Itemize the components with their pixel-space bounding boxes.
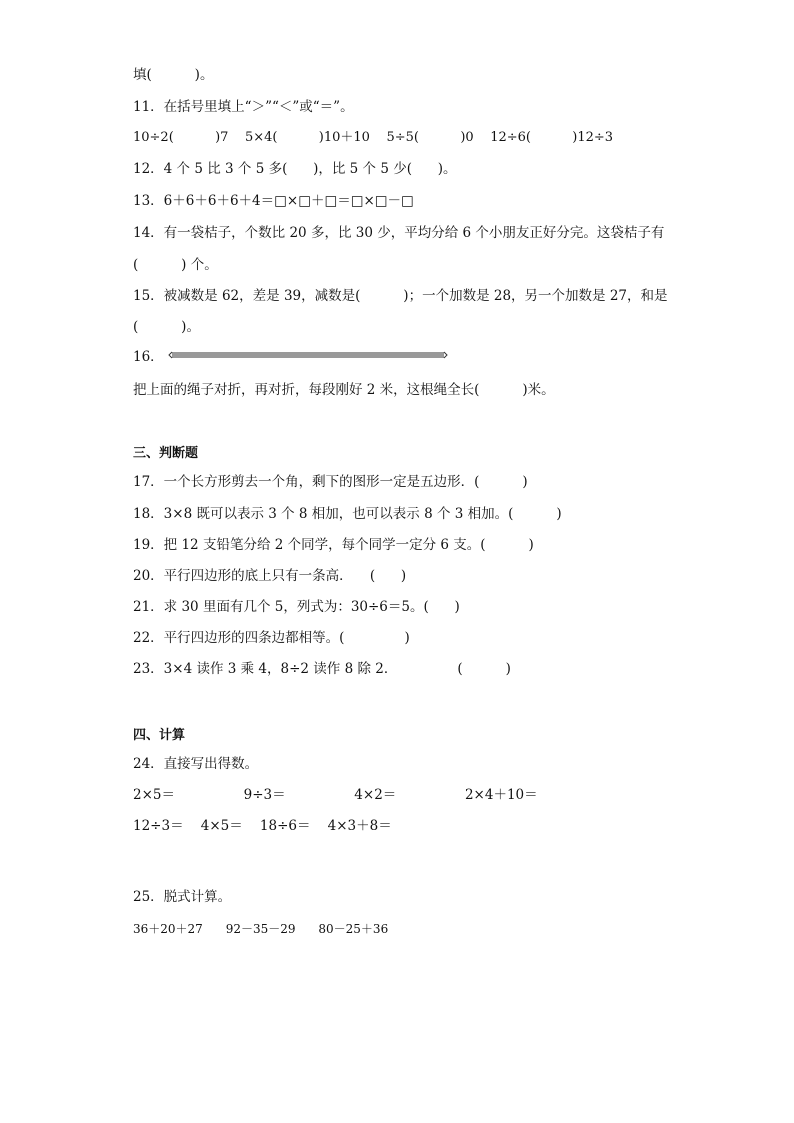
question-14: 14．有一袋桔子，个数比 20 多，比 30 少，平均分给 6 个小朋友正好分完。这袋桔子有 — [133, 225, 665, 241]
section-4-title: 四、计算 — [133, 728, 186, 743]
question-15-blank: ( )。 — [133, 319, 200, 335]
question-24-row-1: 2×5＝ 9÷3＝ 4×2＝ 2×4＋10＝ — [133, 787, 538, 803]
question-25-items: 36＋20＋27 92－35－29 80－25＋36 — [133, 922, 389, 936]
question-16: 16． — [133, 349, 164, 365]
question-14-blank: ( ) 个。 — [133, 257, 218, 273]
question-24-row-2: 12÷3＝ 4×5＝ 18÷6＝ 4×3＋8＝ — [133, 818, 392, 834]
question-19: 19．把 12 支铅笔分给 2 个同学，每个同学一定分 6 支。( ) — [133, 537, 534, 553]
question-23: 23．3×4 读作 3 乘 4，8÷2 读作 8 除 2． ( ) — [133, 661, 511, 677]
line-fill-blank-tail: 填( )。 — [133, 67, 214, 83]
question-11: 11．在括号里填上“＞”“＜”或“＝”。 — [133, 99, 354, 115]
question-15: 15．被减数是 62，差是 39，减数是( )；一个加数是 28，另一个加数是 27，和是 — [133, 288, 668, 304]
question-22: 22．平行四边形的四条边都相等。( ) — [133, 630, 410, 646]
question-18: 18．3×8 既可以表示 3 个 8 相加，也可以表示 8 个 3 相加。( ) — [133, 506, 562, 522]
question-21: 21．求 30 里面有几个 5，列式为：30÷6＝5。( ) — [133, 599, 460, 615]
question-11-items: 10÷2( )7 5×4( )10＋10 5÷5( )0 12÷6( )12÷3 — [133, 130, 614, 145]
section-3-title: 三、判断题 — [133, 446, 199, 461]
question-25: 25．脱式计算。 — [133, 889, 232, 905]
question-16-text: 把上面的绳子对折，再对折，每段刚好 2 米，这根绳全长( )米。 — [133, 382, 555, 398]
rope-image — [168, 350, 448, 360]
question-13: 13．6＋6＋6＋6＋4＝□×□＋□＝□×□－□ — [133, 193, 414, 209]
question-17: 17．一个长方形剪去一个角，剩下的图形一定是五边形．( ) — [133, 474, 528, 490]
question-12: 12．4 个 5 比 3 个 5 多( )，比 5 个 5 少( )。 — [133, 161, 457, 177]
question-24: 24．直接写出得数。 — [133, 756, 259, 772]
question-20: 20．平行四边形的底上只有一条高． ( ) — [133, 568, 407, 584]
